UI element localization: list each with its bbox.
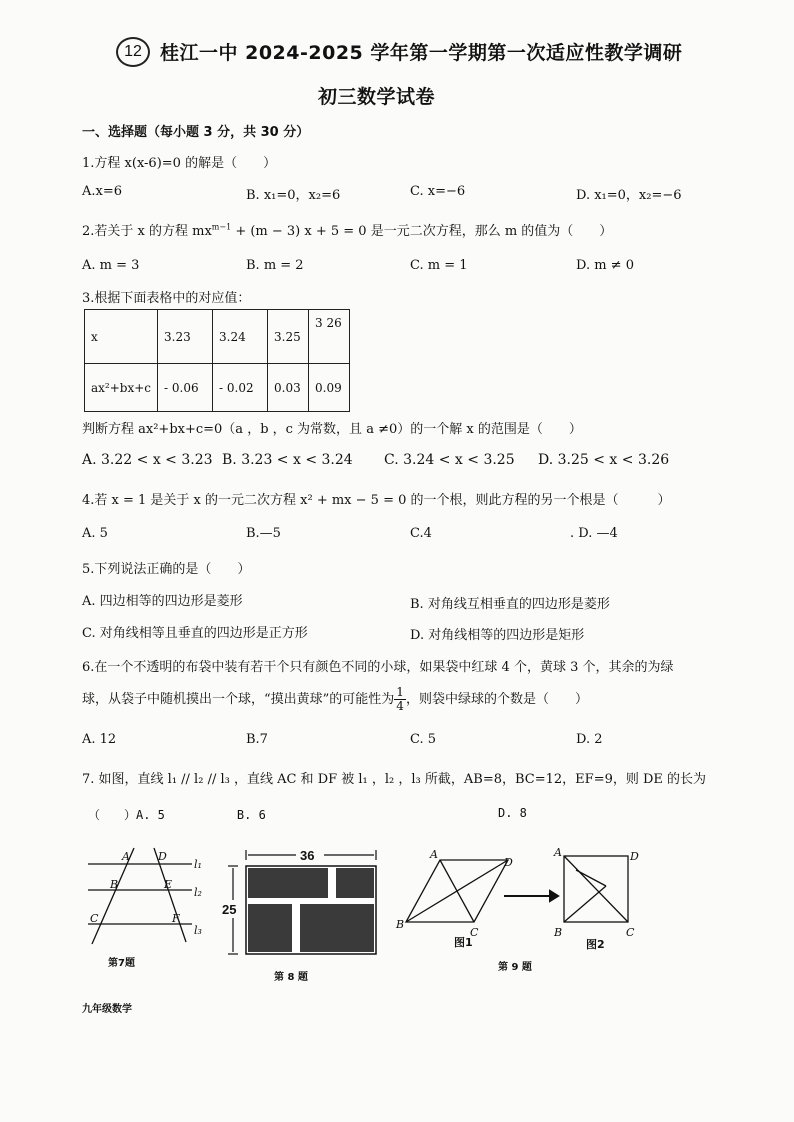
figure-8-brick-wall — [220, 846, 380, 958]
q2-option-a: A. m = 3 — [82, 258, 140, 273]
fig9-1-label-a: A — [430, 848, 438, 861]
q6-option-d: D. 2 — [576, 732, 603, 747]
table-cell: 3 26 — [309, 310, 350, 364]
q1-option-c: C. x=−6 — [410, 184, 466, 199]
q6-option-a: A. 12 — [82, 732, 117, 747]
fig9-caption-2: 图2 — [586, 938, 605, 951]
fig9-2-label-a: A — [554, 846, 562, 859]
fig9-1-label-c: C — [470, 926, 479, 939]
q3-option-a: A. 3.22 < x < 3.23 — [82, 452, 213, 468]
fraction — [394, 686, 406, 713]
height-label: 25 — [222, 902, 237, 917]
question-3-judge: 判断方程 ax²+bx+c=0（a ，b ，c 为常数，且 a ≠0）的一个解 x 的范围是（ ） — [82, 422, 582, 437]
label-d: D — [158, 850, 167, 863]
question-6-line1: 6.在一个不透明的布袋中装有若干个只有颜色不同的小球，如果袋中红球 4 个，黄球 3 个，其余的为绿 — [82, 660, 674, 675]
q5-option-b: B. 对角线互相垂直的四边形是菱形 — [410, 597, 610, 612]
fig9-2-label-d: D — [630, 850, 639, 863]
table-cell: 0.09 — [309, 364, 350, 412]
table-row — [85, 310, 350, 364]
q3-option-d: D. 3.25 < x < 3.26 — [538, 452, 670, 468]
q6-line2-part-a: 球，从袋子中随机摸出一个球，“摸出黄球”的可能性为 — [82, 692, 395, 707]
label-l1: l₁ — [194, 858, 202, 871]
q2-stem-part-b: + (m − 3) x + 5 = 0 是一元二次方程，那么 m 的值为（ ） — [231, 224, 613, 239]
figure-9-rhombus-to-square — [394, 846, 654, 952]
value-table — [84, 309, 350, 412]
transform-arrow — [504, 891, 558, 901]
fig9-2-label-c: C — [626, 926, 635, 939]
label-l3: l₃ — [194, 924, 202, 937]
q1-option-d: D. x₁=0，x₂=−6 — [576, 188, 682, 203]
label-c: C — [90, 912, 99, 925]
question-7-line2: （ ）A. 5 B. 6 — [88, 808, 266, 822]
table-cell: 0.03 — [268, 364, 309, 412]
question-number-badge: 12 — [116, 37, 150, 67]
exam-subtitle: 初三数学试卷 — [318, 86, 436, 108]
question-1-stem: 1.方程 x(x-6)=0 的解是（ ） — [82, 156, 277, 171]
section-title: 一、选择题（每小题 3 分，共 30 分） — [82, 125, 310, 140]
q5-option-c: C. 对角线相等且垂直的四边形是正方形 — [82, 626, 308, 641]
label-f: F — [172, 912, 180, 925]
q5-option-a: A. 四边相等的四边形是菱形 — [82, 594, 243, 609]
q2-stem-part-a: 2.若关于 x 的方程 mx — [82, 224, 212, 239]
footer-grade: 九年级数学 — [82, 1004, 132, 1015]
table-cell: ax²+bx+c — [85, 364, 158, 412]
q4-option-d: . D. —4 — [570, 526, 618, 541]
label-e: E — [164, 878, 173, 891]
q4-option-c: C.4 — [410, 526, 432, 541]
question-4-stem: 4.若 x = 1 是关于 x 的一元二次方程 x² + mx − 5 = 0 的一个根，则此方程的另一个根是（ ） — [82, 493, 671, 508]
question-5-stem: 5.下列说法正确的是（ ） — [82, 562, 251, 577]
q1-option-a: A.x=6 — [82, 184, 123, 199]
table-cell: - 0.02 — [213, 364, 268, 412]
table-row — [85, 364, 350, 412]
fraction-denominator: 4 — [396, 699, 404, 713]
fig9-caption-1: 图1 — [454, 936, 473, 949]
q6-option-b: B.7 — [246, 732, 268, 747]
q2-option-b: B. m = 2 — [246, 258, 304, 273]
width-label: 36 — [300, 848, 315, 863]
table-cell: - 0.06 — [158, 364, 213, 412]
q6-option-c: C. 5 — [410, 732, 437, 747]
figure-7-parallel-lines — [84, 846, 214, 951]
q3-option-b: B. 3.23 < x < 3.24 — [222, 452, 353, 468]
q2-exponent: m−1 — [211, 222, 232, 232]
table-cell: 3.24 — [213, 310, 268, 364]
exam-title: 桂江一中 2024-2025 学年第一学期第一次适应性教学调研 — [160, 42, 683, 64]
label-a: A — [122, 850, 130, 863]
figure-8-caption: 第 8 题 — [274, 972, 308, 983]
question-3-stem: 3.根据下面表格中的对应值： — [82, 291, 251, 306]
label-l2: l₂ — [194, 886, 202, 899]
q7-option-d: D. 8 — [498, 806, 527, 820]
label-b: B — [110, 878, 119, 891]
bricks — [248, 868, 374, 952]
q6-line2-part-b: ，则袋中绿球的个数是（ ） — [405, 692, 588, 707]
fig9-2-label-b: B — [554, 926, 563, 939]
q5-option-d: D. 对角线相等的四边形是矩形 — [410, 628, 585, 643]
q2-option-d: D. m ≠ 0 — [576, 258, 634, 273]
q1-option-b: B. x₁=0，x₂=6 — [246, 188, 341, 203]
table-cell: 3.23 — [158, 310, 213, 364]
q4-option-a: A. 5 — [82, 526, 108, 541]
q2-option-c: C. m = 1 — [410, 258, 468, 273]
fraction-numerator: 1 — [396, 685, 404, 699]
fig9-1-label-b: B — [396, 918, 405, 931]
question-6-line2 — [82, 686, 588, 713]
figure-9-caption: 第 9 题 — [498, 962, 532, 973]
figure-7-caption: 第7题 — [108, 958, 135, 969]
q4-option-b: B.—5 — [246, 526, 281, 541]
table-cell: x — [85, 310, 158, 364]
q3-option-c: C. 3.24 < x < 3.25 — [384, 452, 515, 468]
table-cell: 3.25 — [268, 310, 309, 364]
question-2-stem — [82, 220, 612, 239]
question-7-stem: 7. 如图，直线 l₁ // l₂ // l₃ ，直线 AC 和 DF 被 l₁ ，l₂ ，l₃ 所截，AB=8，BC=12，EF=9，则 DE 的长为 — [82, 772, 707, 787]
fig9-1-label-d: D — [504, 856, 513, 869]
